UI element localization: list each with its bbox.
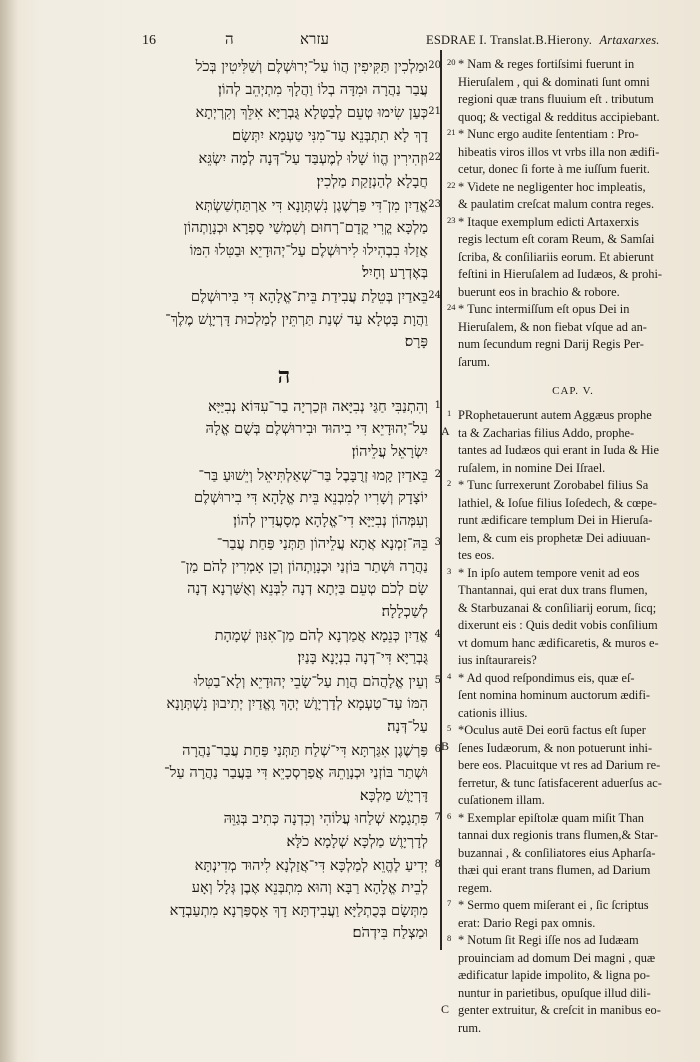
latin-verse-line: * Notum ſit Regi iſſe nos ad Iudæam — [458, 933, 639, 947]
hebrew-verse-line: וּמַלְכִין תַּקִּיפִין הֲווֹ עַל־יְרוּשְׁלֶם וְשַׁלִּיטִין בְּכֹל — [195, 58, 428, 75]
chapter-heading-text: CAP. V. — [552, 385, 594, 397]
verse-number: 2 — [434, 468, 441, 480]
verse-number: 5 — [434, 674, 441, 686]
hebrew-verse-line: עַל־דְּנָה׃ — [387, 718, 428, 736]
latin-verse-line: * Exemplar epiſtolæ quam miſit Than — [458, 810, 644, 825]
hebrew-verse — [140, 286, 441, 354]
latin-verse — [447, 810, 688, 898]
hebrew-verse-line: יִשְׂרָאֵל עֲלֵיהוֹן׃ — [351, 442, 428, 460]
hebrew-verse-line: בֵּאדַיִן קָמוּ זְרֻבָּבֶל בַּר־שְׁאַלְתִּיאֵל וְיֵשׁוּעַ בַּר־ — [198, 466, 428, 484]
hebrew-verse — [140, 671, 441, 739]
latin-verse-line: cuſationem illam. — [458, 793, 545, 807]
hebrew-verse-line: פַּרְשֶׁגֶן אִגַּרְתָּא דִּי־שְׁלַח תַּתְּנַי פַּחַת עֲבַר־נַהֲרָה — [182, 741, 428, 759]
latin-verse-line: Hieruſalem , qui & dominati ſunt omni — [458, 74, 650, 89]
hebrew-verse-line: וּמַצְלַח בִּידְהֹם׃ — [352, 924, 428, 942]
hebrew-verse — [140, 56, 441, 101]
latin-verse-line: PRophetauerunt autem Aggæus prophe — [458, 408, 652, 422]
latin-verse-line: Hieruſalem, & non fiebat vſque ad an- — [458, 319, 647, 334]
hebrew-verse-line: וּזְהִירִין הֱווֹ שָׁלוּ לְמֶעְבַּד עַל־דְּנָה לְמָה יִשְׂגֵּא — [198, 150, 428, 168]
hebrew-verse-line: חֲבָלָא לְהַנְזָקַת מַלְכִין׃ — [316, 172, 428, 190]
latin-verse — [447, 214, 688, 302]
verse-number: 8 — [434, 858, 441, 870]
hebrew-verse-line: לְבֵית אֱלָהָא רַבָּא וְהוּא מִתְבְּנֵא אֶבֶן גְּלָל וְאָע — [191, 879, 428, 897]
verse-number: 6 — [434, 743, 441, 755]
latin-verse-line: rum. — [458, 1020, 482, 1035]
latin-verse — [447, 670, 688, 723]
latin-verse-line: & Starbuzanai & conſiliarij eorum, ſicq; — [458, 600, 657, 615]
latin-verse — [441, 932, 688, 1037]
hebrew-verse-line: כְּעַן שִׂימוּ טְעֵם לְבַטָּלָא גֻּבְרַיָּא אִלֵּךְ וְקִרְיְתָא — [195, 104, 428, 122]
verse-number: 4 — [434, 628, 441, 640]
hebrew-verse — [140, 533, 441, 623]
latin-verse-line: genter extruitur, & creſcit in manibus eo- — [458, 1003, 661, 1017]
latin-verse-line: buzannai , & conſiliatores eius Apharſa- — [458, 845, 656, 860]
latin-verse-line: vt domum hanc ædificaretis, & muros e- — [458, 635, 659, 650]
hebrew-verse — [140, 465, 441, 533]
latin-verse-line: lem, & cum eis prophetæ Dei adiuuan- — [458, 530, 651, 545]
hebrew-verse-line: פָּרָס׃ — [404, 333, 428, 351]
section-marker-b: B — [441, 739, 450, 753]
latin-verse-line: * Nam & reges fortiſsimi fuerunt in — [458, 57, 635, 71]
latin-verse-line: * Tunc ſurrexerunt Zorobabel filius Sa — [458, 478, 649, 492]
latin-verse — [447, 56, 688, 126]
latin-column — [441, 56, 688, 1037]
latin-verse-line: regem. — [458, 880, 493, 895]
latin-verse — [441, 407, 688, 477]
latin-verse-line: ta & Zacharias filius Addo, prophe- — [458, 425, 635, 440]
hebrew-verse — [140, 808, 441, 853]
hebrew-verse-line: שָׂם לְכֹם טְעֵם בַּיְתָא דְנָה לִבְּנֵא וְאֻשַּׁרְנָא דְנָה — [187, 580, 428, 598]
latin-verse-line: cetur, donec ſi forte à me iuſſum fuerit. — [458, 162, 650, 176]
hebrew-verse-line: וְהִתְנַבִּי חַגַּי נְבִיָּאה וּזְכַרְיָה בַר־עִדּוֹא נְבִיַּיָּא — [208, 397, 428, 415]
hebrew-verse-line: עֲבַר נַהֲרָה וּמִדָּה בְלוֹ וַהֲלָךְ מִתְיְהֵב לְהוֹן׃ — [218, 80, 428, 98]
latin-verse-line: ferretur, & tunc ſatisfacerent aduerſus ac- — [458, 775, 662, 790]
latin-verse-line: * Nunc ergo audite ſententiam : Pro- — [458, 127, 639, 141]
latin-verse-line: prouinciam ad domum Dei magni , quæ — [458, 950, 656, 965]
latin-book-title: ESDRAE I. — [426, 33, 487, 47]
latin-verse-line: regioni quæ trans fluuium eſt . tributum — [458, 92, 654, 106]
hebrew-verse — [140, 740, 441, 808]
hebrew-verse-line: בֵּאדַיִן בְּטֵלַת עֲבִידַת בֵּית־אֱלָהָא דִּי בִּירוּשְׁלֶם — [190, 287, 428, 305]
latin-verse-line: hibeatis viros illos vt vrbs illa non ædifi- — [458, 144, 660, 159]
latin-verse-line: ruſalem, in nomine Dei Iſrael. — [458, 460, 606, 475]
latin-verse — [447, 477, 688, 565]
verse-number: 20 — [447, 57, 456, 67]
verse-number: 23 — [428, 198, 441, 210]
hebrew-verse-line: וּשְׁתַר בּוֹזְנַי וּכְנָוָתֵהּ אֲפַרְסְכָיֵא דִּי בַּעֲבַר נַהֲרָה עַל־ — [164, 764, 428, 782]
hebrew-verse-line: וְעֵין אֱלָהֲהֹם הֲוָת עַל־שָׂבֵי יְהוּדָיֵא וְלָא־בַטִּלוּ — [194, 672, 428, 690]
latin-verse-line: nuntur in parietibus, opuſque illud dili- — [458, 985, 651, 1000]
hebrew-book-header: עזרא — [300, 30, 330, 48]
verse-number: 6 — [447, 810, 452, 821]
latin-verse-line: * Ad quod reſpondimus eis, quæ eſ- — [458, 670, 635, 685]
hebrew-verse — [140, 855, 441, 945]
hebrew-verse-line: בֵּהּ־זִמְנָא אֲתָא עֲלֵיהוֹן תַּתְּנַי פַּחַת עֲבַר־ — [216, 535, 428, 553]
verse-number: 24 — [447, 302, 456, 312]
latin-verse-line: regis lectum eſt coram Reum, & Samſai — [458, 232, 655, 246]
latin-verse-line: ædificatur lapide impolito, & ligna po- — [458, 968, 651, 982]
verse-number: 8 — [447, 933, 452, 943]
latin-verse-line: ius inſtaurareis? — [458, 653, 537, 667]
latin-verse-line: ſent nomina hominum auctorum ædifi- — [458, 688, 651, 702]
latin-verse — [447, 897, 688, 932]
verse-number: 24 — [428, 289, 441, 301]
latin-verse-line: tantes ad Iudæos qui erant in Iuda & Hie — [458, 443, 659, 457]
section-marker-a: A — [441, 424, 450, 438]
hebrew-verse-line: פִּתְגָמָא שְׁלַחוּ עֲלוֹהִי וְכִדְנָה כְּתִיב בְּגַוֵּהּ — [223, 810, 428, 828]
latin-verse-line: feſtini in Hieruſalem ad Iudæos, & prohi- — [458, 267, 663, 281]
latin-verse-line: dixerunt eis : Quis dedit vobis conſilium — [458, 618, 658, 632]
verse-number: 23 — [447, 214, 456, 225]
hebrew-verse-line: נַהֲרָה וּשְׁתַר בּוֹזְנַי וּכְנָוָתְהוֹן וְכֵן אָמְרִין לְהֹם מַן־ — [180, 557, 428, 575]
latin-verse-line: Thantannai, qui erat dux trans flumen, — [458, 583, 648, 597]
latin-verse-line: quoq; & vectigal & redditus accipiebant. — [458, 109, 660, 124]
hebrew-verse-line: יוֹצָדָק וְשָׁרִיו לְמִבְנֵא בֵּית אֱלָהָא דִּי בִירוּשְׁלֶם — [193, 489, 428, 507]
hebrew-verse-line: אֱדַיִן כְּנֵמָא אֲמַרְנָא לְהֹם מַן־אִנּוּן שְׁמָהָת — [214, 626, 428, 644]
latin-verse-line: * In ipſo autem tempore venit ad eos — [458, 565, 640, 580]
latin-verse-line: num ſecundum regni Darij Regis Per- — [458, 337, 644, 351]
hebrew-verse-line: דָךְ לָא תִתְבְּנֵא עַד־מִנִּי טַעְמָא יִתְּשָׂם׃ — [231, 126, 428, 144]
hebrew-verse-line: וַהֲוָת בָּטְלָא עַד שְׁנַת תַּרְתֵּין לְמַלְכוּת דָּרְיָוֶשׁ מֶלֶךְ־ — [165, 310, 428, 328]
latin-verse-line: * Tunc intermiſſum eſt opus Dei in — [458, 302, 630, 316]
hebrew-verse-line: בְּאֶדְרָע וְחָיִל׃ — [362, 264, 428, 282]
hebrew-verse-line: אֱדַיִן מִן־דִּי פַּרְשֶׁגֶן נִשְׁתְּוָנָא דִּי אַרְתַּחְשַׁשְׂתְּא — [195, 196, 428, 214]
latin-verse-line: * Itaque exemplum edicti Artaxerxis — [458, 214, 639, 229]
hebrew-chapter-mark: ה — [277, 362, 291, 389]
latin-verse-line: runt ædificare templum Dei in Hieruſa- — [458, 513, 653, 527]
latin-verse — [447, 301, 688, 371]
verse-number: 20 — [428, 60, 441, 71]
latin-header — [426, 33, 660, 48]
latin-verse-line: ſcriba, & conſiliariis eorum. Et abierunt — [458, 249, 654, 264]
verse-number: 7 — [434, 812, 441, 824]
verse-number: 1 — [434, 399, 441, 411]
hebrew-verse — [140, 195, 441, 285]
latin-chapter-heading — [458, 383, 688, 399]
verse-number: 4 — [447, 670, 452, 681]
hebrew-verse-line: יְדִיעַ לֶהֱוֵא לְמַלְכָּא דִּי־אֲזַלְנָא לִיהוּד מְדִינְתָּא — [194, 856, 428, 874]
verse-number: 1 — [447, 408, 452, 418]
latin-verse-line: cationis illius. — [458, 705, 528, 720]
latin-verse-line: lathiel, & Ioſue filius Ioſedech, & cœpe- — [458, 495, 657, 510]
verse-number: 21 — [447, 127, 456, 137]
hebrew-verse — [140, 102, 441, 147]
hebrew-verse — [140, 148, 441, 193]
hebrew-verse — [140, 396, 441, 464]
hebrew-verse-line: הִמּוֹ עַד־טַעְמָא לְדָרְיָוֶשׁ יְהָךְ וֶאֱדַיִן יְתִיבוּן נִשְׁתְּוָנָא — [166, 695, 428, 713]
hebrew-verse-line: וְעִמְּהוֹן נְבִיַּיָּא דִי־אֱלָהָא מְסָעֲדִין לְהוֹן׃ — [233, 511, 428, 529]
latin-verse-line: ſarum. — [458, 354, 490, 369]
hebrew-verse-line: אֲזַלוּ בִבְהִילוּ לִירוּשְׁלֶם עַל־יְהוּדָיֵא וּבַטִּלוּ הִמּוֹ — [189, 241, 428, 259]
folio-number: 16 — [142, 33, 156, 48]
hebrew-verse-line: לְשַׁכְלָלָה׃ — [381, 603, 428, 621]
latin-verse-line: tes eos. — [458, 548, 495, 562]
latin-translator: Translat.B.Hierony. — [489, 33, 593, 47]
latin-verse-line: tannai dux regionis trans flumen,& Star- — [458, 828, 659, 842]
hebrew-chapter-header: ה — [225, 30, 234, 48]
verse-number: 21 — [428, 106, 441, 118]
hebrew-verse-line: גֻּבְרַיָּא דִּי־דְנָה בִנְיָנָא בָּנַיִן׃ — [297, 649, 428, 667]
latin-verse-line: buerunt eos in brachio & robore. — [458, 284, 620, 299]
verse-number: 22 — [428, 152, 441, 164]
verse-number: 2 — [447, 478, 452, 488]
latin-verse — [441, 722, 688, 810]
verse-number: 22 — [447, 179, 456, 190]
section-marker-c: C — [441, 1002, 450, 1016]
latin-verse-line: * Videte ne negligenter hoc impleatis, — [458, 179, 646, 194]
latin-verse — [447, 126, 688, 179]
latin-verse-line: erat: Dario Regi pax omnis. — [458, 915, 596, 930]
latin-verse-line: *Oculus autē Dei eorū factus eſt ſuper — [458, 723, 646, 737]
hebrew-verse-line: לְדָרְיָוֶשׁ מַלְכָּא שְׁלָמָא כֹלָּא׃ — [286, 833, 428, 850]
hebrew-verse-line: מִתְּשָׂם בְּכֻתְלַיָּא וַעֲבִידְתָּא דָךְ אָסְפַּרְנָא מִתְעַבְדָא — [169, 901, 428, 919]
latin-verse-line: thæi qui erant trans flumen, ad Darium — [458, 863, 651, 877]
verse-number: 3 — [434, 537, 441, 549]
latin-verse-line: & paulatim creſcat malum contra reges. — [458, 197, 655, 211]
hebrew-verse-line: עַל־יְהוּדָיֵא דִּי בִיהוּד וּבִירוּשְׁלֶם בְּשֻׁם אֱלָהּ — [205, 420, 428, 438]
latin-verse-line: * Sermo quem miſerant ei , ſic ſcriptus — [458, 898, 649, 912]
running-title: Artaxarxes. — [599, 33, 660, 47]
hebrew-verse-line: מַלְכָּא קֱרִי קֳדָם־רְחוּם וְשִׁמְשַׁי סָפְרָא וּכְנָוָתְהוֹן — [183, 219, 428, 237]
verse-number: 3 — [447, 565, 452, 576]
latin-verse — [447, 565, 688, 670]
latin-verse-line: bere eos. Placuitque vt res ad Darium re- — [458, 758, 661, 772]
verse-number: 7 — [447, 898, 452, 908]
latin-verse-line: ſenes Iudæorum, & non potuerunt inhi- — [458, 740, 653, 755]
verse-number: 5 — [447, 723, 452, 733]
hebrew-verse-line: דָּרְיָוֶשׁ מַלְכָּא׃ — [359, 786, 428, 804]
hebrew-verse — [140, 625, 441, 670]
hebrew-column — [140, 56, 441, 946]
latin-verse — [447, 179, 688, 214]
gutter-shadow — [0, 0, 18, 1062]
